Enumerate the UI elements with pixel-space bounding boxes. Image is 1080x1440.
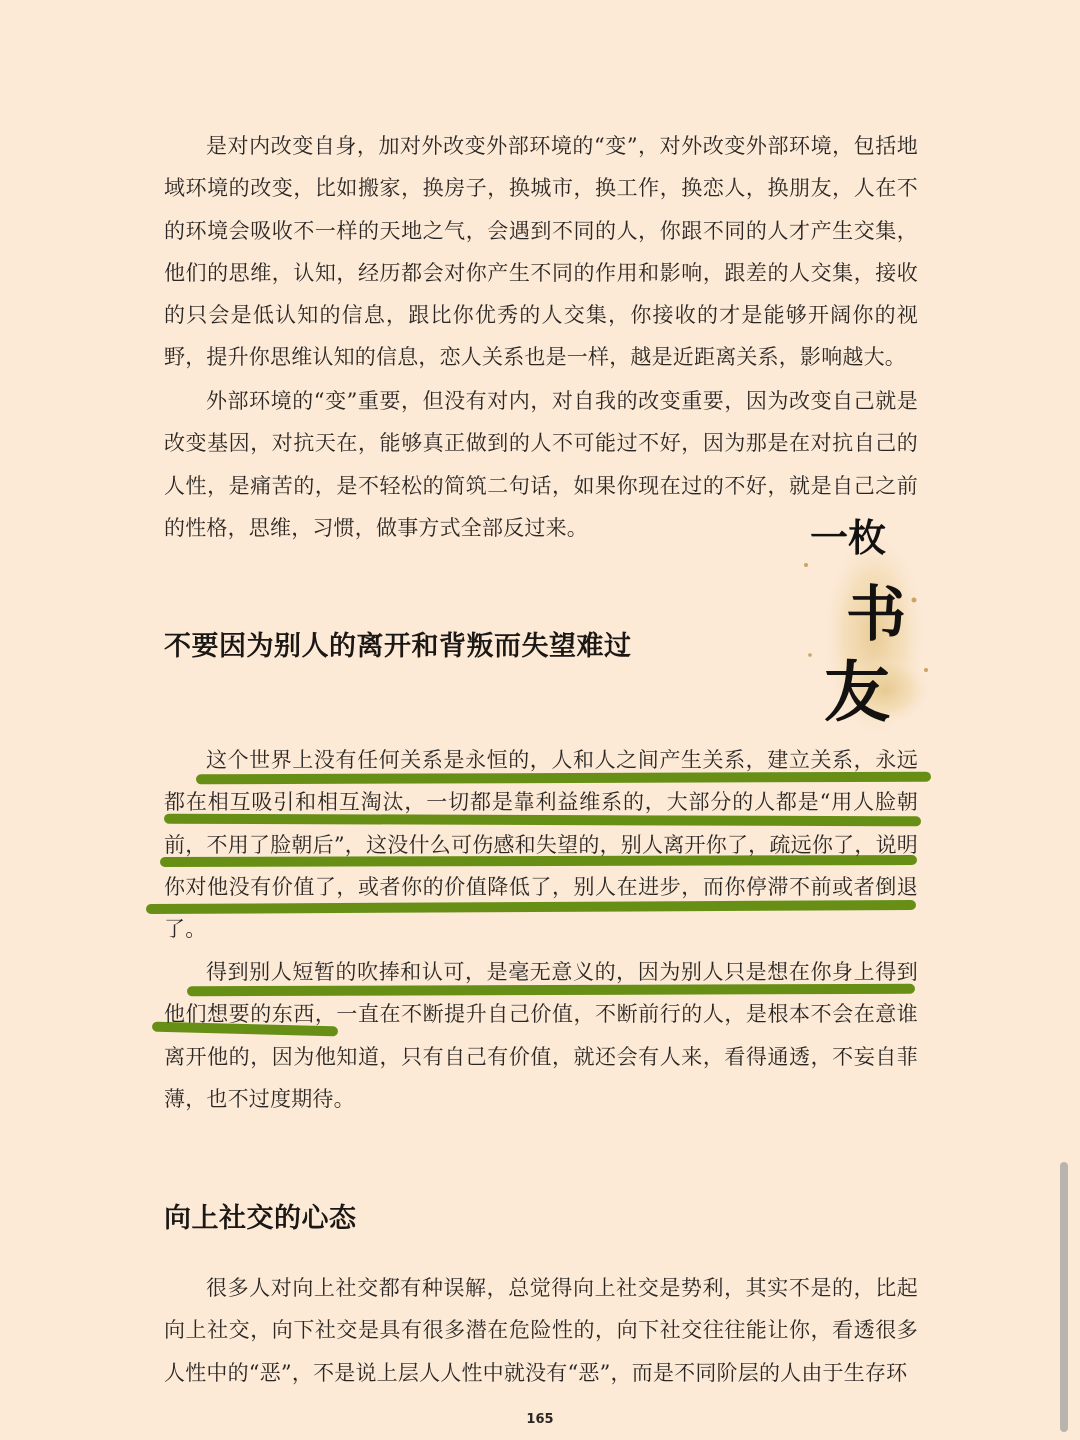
vertical-scrollbar[interactable] xyxy=(1060,1162,1068,1432)
gold-dot xyxy=(808,653,812,657)
paragraph-self-value: 得到别人短暂的吹捧和认可，是毫无意义的，因为别人只是想在你身上得到他们想要的东西，一直在不断提升自己价值，不断前行的人，是根本不会在意谁离开他的，因为他知道，只有自己有价值，就还会有人来，看得通透，不妄自菲薄，也不过度期待。 xyxy=(164,960,918,1111)
paragraph-self-change: 外部环境的“变”重要，但没有对内，对自我的改变重要，因为改变自己就是改变基因，对抗天在，能够真正做到的人不可能过不好，因为那是在对抗自己的人性，是痛苦的，是不轻松的简筑二句话，如果你现在过的不好，就是自己之前的性格，思维，习惯，做事方式全部反过来。 xyxy=(164,389,918,540)
paragraph-relationships: 这个世界上没有任何关系是永恒的，人和人之间产生关系，建立关系，永远都在相互吸引和相互淘汰，一切都是靠利益维系的，大部分的人都是“用人脸朝前，不用了脸朝后”，这没什么可伤感和失望的，别人离开你了，疏远你了，说明你对他没有价值了，或者你的价值降低了，别人在进步，而你停滞不前或者倒退了。 xyxy=(164,748,918,942)
stamp-text-line1: 一枚 xyxy=(810,515,887,560)
gold-dot xyxy=(804,563,808,567)
page-number: 165 xyxy=(526,1412,554,1427)
gold-dot xyxy=(924,668,928,672)
section-heading-upward-social: 向上社交的心态 xyxy=(164,1203,357,1234)
stamp-text-line3: 友 xyxy=(824,653,890,731)
section-heading-leaving: 不要因为别人的离开和背叛而失望难过 xyxy=(164,631,632,662)
stamp-text-line2: 书 xyxy=(846,580,906,650)
gold-dot xyxy=(912,598,917,603)
paragraph-environment-change: 是对内改变自身，加对外改变外部环境的“变”，对外改变外部环境，包括地域环境的改变，比如搬家，换房子，换城市，换工作，换恋人，换朋友，人在不的环境会吸收不一样的天地之气，会遇到不同的人，你跟不同的人才产生交集，他们的思维，认知，经历都会对你产生不同的作用和影响，跟差的人交集，接收的只会是低认知的信息，跟比你优秀的人交集，你接收的才是能够开阔你的视野，提升你思维认知的信息，恋人关系也是一样，越是近距离关系，影响越大。 xyxy=(164,134,918,370)
watermark-stamp xyxy=(786,505,936,735)
paragraph-upward-social: 很多人对向上社交都有种误解，总觉得向上社交是势利，其实不是的，比起向上社交，向下社交是具有很多潜在危险性的，向下社交往往能让你，看透很多人性中的“恶”，不是说上层人人性中就没有“恶”，而是不同阶层的人由于生存环 xyxy=(164,1276,918,1385)
